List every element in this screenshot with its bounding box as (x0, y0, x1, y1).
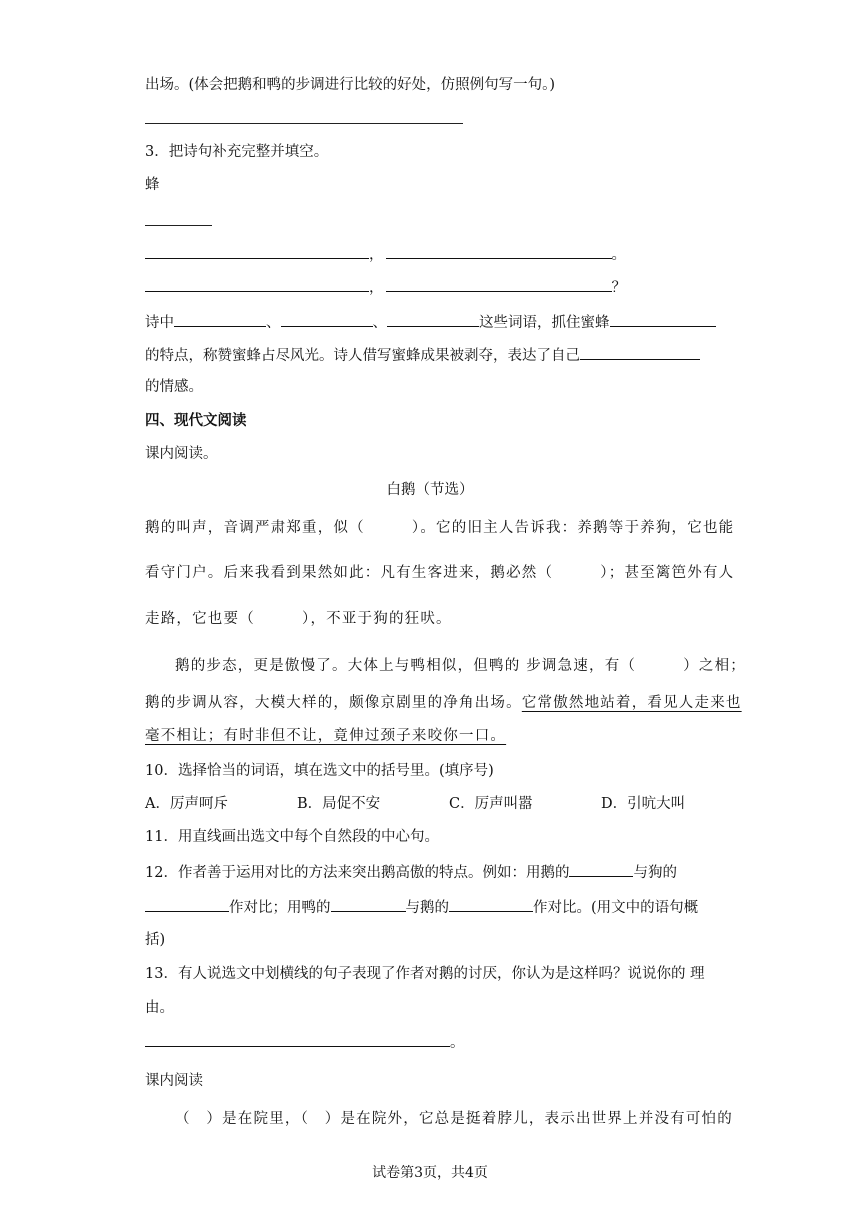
blank (174, 311, 266, 327)
q3-fill-line-2: 的特点，称赞蜜蜂占尽风光。诗人借写蜜蜂成果被剥夺，表达了自己 (145, 344, 700, 366)
underlined-sentence: 毫不相让；有时非但不让，竟伸过颈子来咬你一口。 (145, 728, 507, 744)
passage-line: 鹅的步调从容，大模大样的，颇像京剧里的净角出场。它常傲然地站着，看见人走来也 (145, 695, 742, 711)
blank (386, 276, 612, 292)
blank (449, 896, 533, 912)
q13-answer-line: 。 (145, 1031, 465, 1053)
blank (145, 1031, 450, 1047)
passage-title: 白鹅（节选） (386, 482, 474, 498)
q13-line-1: 13．有人说选文中划横线的句子表现了作者对鹅的讨厌，你认为是这样吗？说说你的 理 (145, 966, 705, 982)
q12-line-2: 作对比；用鸭的 与鹅的 作对比。(用文中的语句概 (145, 896, 698, 918)
passage-line: （ ）是在院里，（ ）是在院外，它总是挺着脖儿，表示出世界上并没有可怕的 (175, 1111, 733, 1127)
page-footer: 试卷第3页，共4页 (372, 1165, 488, 1181)
blank (386, 243, 612, 259)
q13-line-2: 由。 (145, 1000, 174, 1016)
blank (145, 243, 369, 259)
passage-line: 鹅的叫声，音调严肃郑重，似（ ）。它的旧主人告诉我：养鹅等于养狗，它也能 (145, 520, 735, 536)
q3-stem: 3．把诗句补充完整并填空。 (145, 144, 329, 160)
passage-line: 鹅的步态，更是傲慢了。大体上与鸭相似，但鸭的 步调急速，有（ ）之相； (175, 658, 747, 674)
blank (580, 344, 700, 360)
blank (331, 896, 406, 912)
blank (569, 861, 633, 877)
q12-line-3: 括) (145, 932, 166, 948)
poem-line-1: ， 。 (145, 243, 626, 265)
reading-intro-2: 课内阅读 (145, 1073, 203, 1089)
section-heading: 四、现代文阅读 (145, 412, 247, 429)
option-b: B．局促不安 (297, 796, 381, 812)
q2-continuation: 出场。(体会把鹅和鸭的步调进行比较的好处，仿照例句写一句。) (145, 77, 556, 93)
passage-line: 看守门户。后来我看到果然如此：凡有生客进来，鹅必然（ ）；甚至篱笆外有人 (145, 565, 735, 581)
poem-line-2: ， ？ (145, 276, 626, 298)
q12-line-1: 12．作者善于运用对比的方法来突出鹅高傲的特点。例如：用鹅的 与狗的 (145, 861, 677, 883)
q3-fill-line-1: 诗中 、 、 这些词语，抓住蜜蜂 (145, 311, 716, 333)
blank (145, 896, 229, 912)
poem-author-blank (145, 225, 212, 226)
reading-intro: 课内阅读。 (145, 446, 218, 462)
option-c: C．厉声叫嚣 (449, 796, 533, 812)
q10-stem: 10．选择恰当的词语，填在选文中的括号里。(填序号) (145, 763, 494, 779)
blank (610, 311, 716, 327)
q11-stem: 11．用直线画出选文中每个自然段的中心句。 (145, 829, 439, 845)
poem-title: 蜂 (145, 177, 160, 193)
underlined-sentence: 它常傲然地站着，看见人走来也 (521, 695, 742, 711)
option-a: A．厉声呵斥 (145, 796, 228, 812)
blank (145, 276, 369, 292)
q3-fill-line-3: 的情感。 (145, 379, 203, 395)
blank (281, 311, 373, 327)
blank (387, 311, 479, 327)
answer-line (145, 123, 463, 124)
option-d: D．引吭大叫 (601, 796, 686, 812)
q10-options (145, 794, 685, 814)
passage-line: 走路，它也要（ ），不亚于狗的狂吠。 (145, 611, 452, 627)
